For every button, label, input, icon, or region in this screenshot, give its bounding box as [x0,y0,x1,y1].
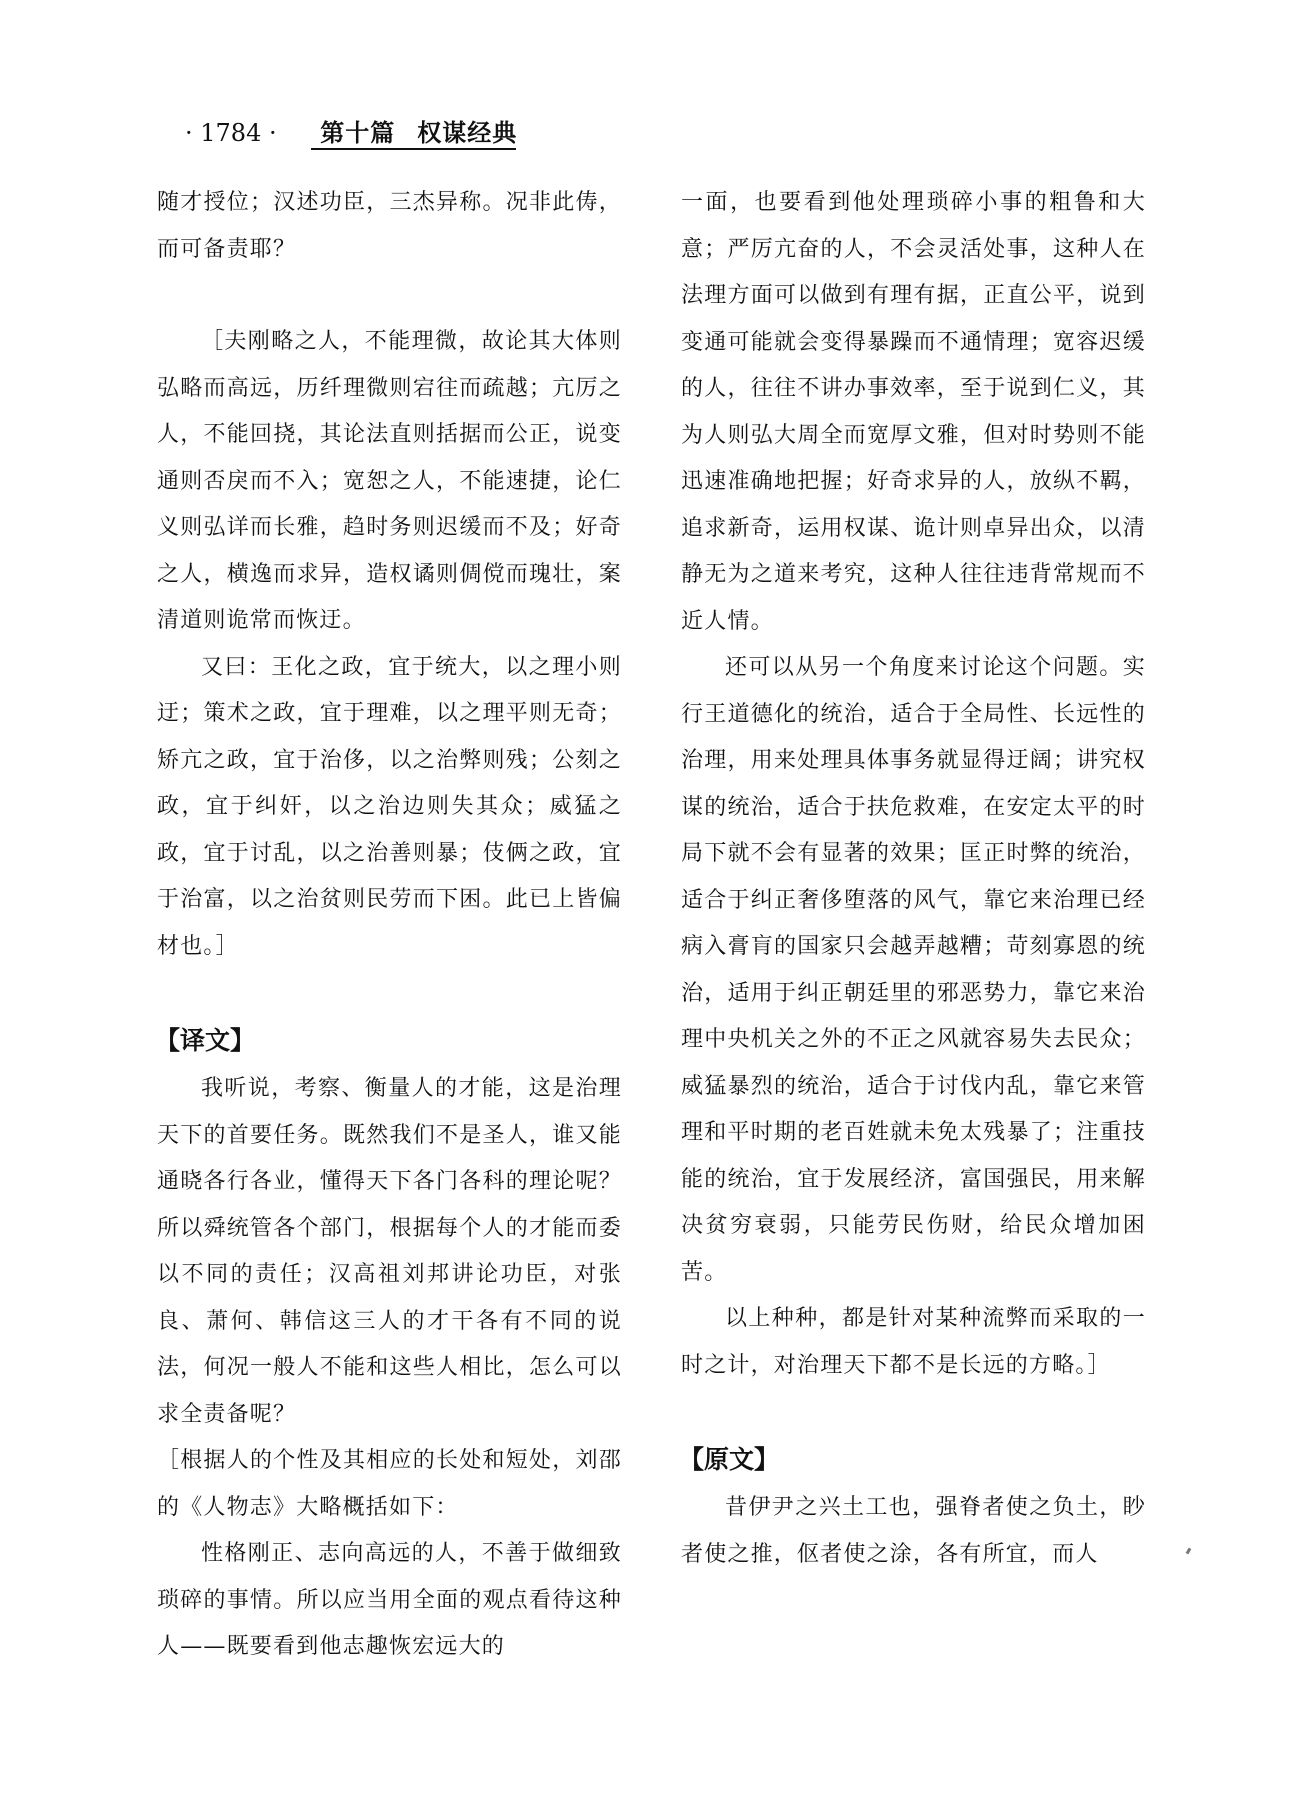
original-text-paragraph: 昔伊尹之兴土工也，强脊者使之负土，眇者使之推，伛者使之涂，各有所宜，而人 [681,1495,1146,1567]
original-text-tail: 随才授位；汉述功臣，三杰异称。况非此俦，而可备责耶？ [157,190,622,262]
chapter-label: 第十篇 [320,118,396,147]
translation-paragraph-3: 性格刚正、志向高远的人，不善于做细致琐碎的事情。所以应当用全面的观点看待这种人——既要看到他志趣恢宏远大的 [157,1541,622,1659]
translation-paragraph-5: 以上种种，都是针对某种流弊而采取的一时之计，对治理天下都不是长远的方略。］ [681,1306,1146,1378]
left-column [157,180,622,1671]
right-column [681,180,1146,1578]
translation-paragraph-1: 我听说，考察、衡量人的才能，这是治理天下的首要任务。既然我们不是圣人，谁又能通晓各行各业，懂得天下各门各科的理论呢？所以舜统管各个部门，根据每个人的才能而委以不同的责任；汉高祖刘邦讲论功臣，对张良、萧何、韩信这三人的才干各有不同的说法，何况一般人不能和这些人相比，怎么可以求全责备呢？ [157,1076,622,1427]
translation-paragraph-2: ［根据人的个性及其相应的长处和短处，刘邵的《人物志》大略概括如下： [157,1448,622,1520]
section-label: 权谋经典 [417,118,518,147]
annotation-paragraph-1: ［夫刚略之人，不能理微，故论其大体则弘略而高远，历纤理微则宕往而疏越；亢厉之人，不能回挠，其论法直则括据而公正，说变通则否戾而不入；宽恕之人，不能速捷，论仁义则弘详而长雅，趋时务则迟缓而不及；好奇之人，横逸而求异，造权谲则倜傥而瑰壮，案清道则诡常而恢迂。 [157,329,622,633]
header-underline [311,148,516,150]
running-header [185,118,517,148]
annotation-paragraph-2: 又曰：王化之政，宜于统大，以之理小则迂；策术之政，宜于理难，以之理平则无奇；矫亢之政，宜于治侈，以之治弊则残；公刻之政，宜于纠奸，以之治边则失其众；威猛之政，宜于讨乱，以之治善则暴；伎俩之政，宜于治富，以之治贫则民劳而下困。此已上皆偏材也。］ [157,654,622,959]
original-text-heading: 【原文】 [679,1445,780,1474]
translation-heading: 【译文】 [155,1026,256,1055]
page-number: · 1784 · [185,119,277,147]
scan-speck [1186,1548,1192,1555]
translation-paragraph-continued: 一面，也要看到他处理琐碎小事的粗鲁和大意；严厉亢奋的人，不会灵活处事，这种人在法理方面可以做到有理有据，正直公平，说到变通可能就会变得暴躁而不通情理；宽容迟缓的人，往往不讲办事效率，至于说到仁义，其为人则弘大周全而宽厚文雅，但对时势则不能迅速准确地把握；好奇求异的人，放纵不羁，追求新奇，运用权谋、诡计则卓异出众，以清静无为之道来考究，这种人往往违背常规而不近人情。 [681,190,1146,634]
translation-paragraph-4: 还可以从另一个角度来讨论这个问题。实行王道德化的统治，适合于全局性、长远性的治理，用来处理具体事务就显得迂阔；讲究权谋的统治，适合于扶危救难，在安定太平的时局下就不会有显著的效果；匡正时弊的统治，适合于纠正奢侈堕落的风气，靠它来治理已经病入膏肓的国家只会越弄越糟；苛刻寡恩的统治，适用于纠正朝廷里的邪恶势力，靠它来治理中央机关之外的不正之风就容易失去民众；威猛暴烈的统治，适合于讨伐内乱，靠它来管理和平时期的老百姓就未免太残暴了；注重技能的统治，宜于发展经济，富国强民，用来解决贫穷衰弱，只能劳民伤财，给民众增加困苦。 [681,655,1146,1285]
